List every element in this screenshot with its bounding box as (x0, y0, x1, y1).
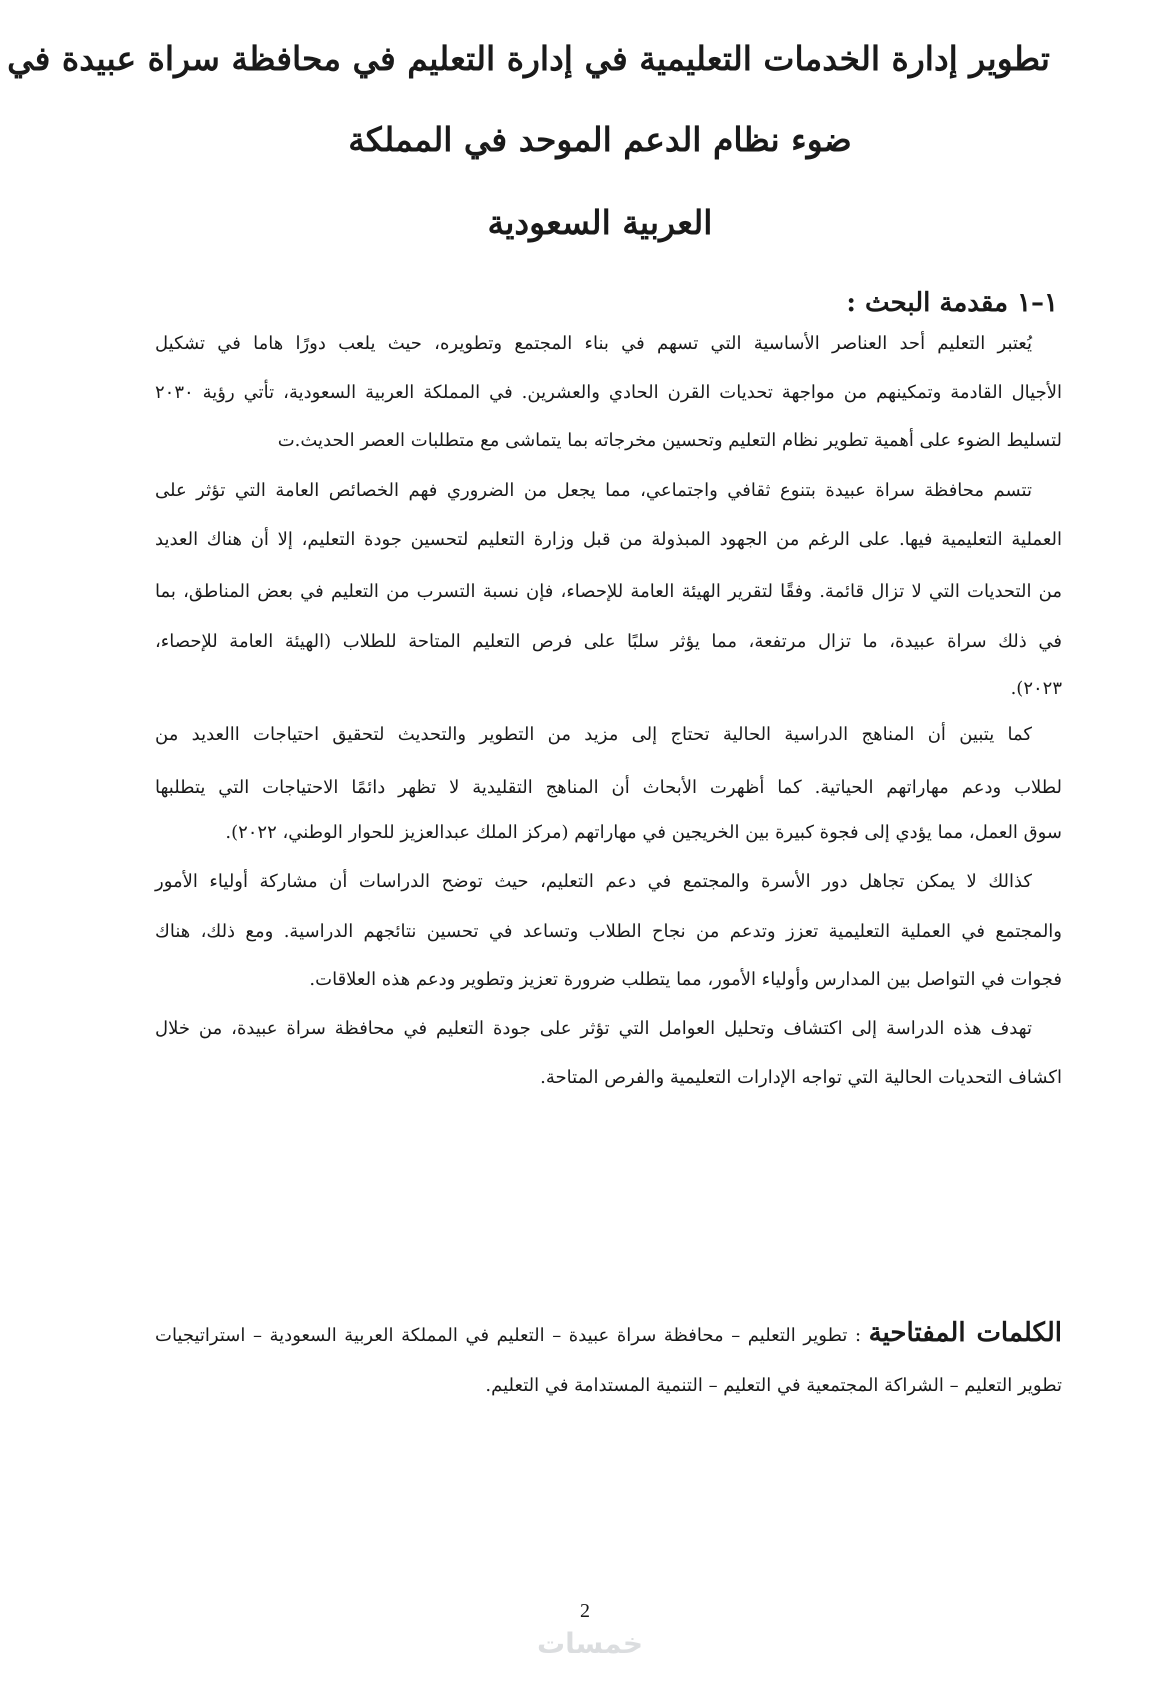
paragraph-2-line-2: العملية التعليمية فيها. على الرغم من الجهود المبذولة من قبل وزارة التعليم لتحسين جودة التعليم، إلا أن هناك العديد (155, 529, 1062, 550)
keywords-label: الكلمات المفتاحية (868, 1318, 1062, 1348)
section-heading: ١–١ مقدمة البحث : (846, 288, 1058, 318)
keywords-text-1: تطوير التعليم – محافظة سراة عبيدة – التعليم في المملكة العربية السعودية – استراتيجيات (155, 1325, 848, 1346)
paragraph-4-line-2: والمجتمع في العملية التعليمية تعزز وتدعم من نجاح الطلاب وتساعد في تحسين نتائجهم الدراسية. ومع ذلك، هناك (155, 921, 1062, 942)
paragraph-1-line-2: الأجيال القادمة وتمكينهم من مواجهة تحديات القرن الحادي والعشرين. في المملكة العربية السعودية، تأتي رؤية ٢٠٣٠ (155, 382, 1062, 403)
title-line-2: ضوء نظام الدعم الموحد في المملكة (348, 120, 852, 159)
title-line-3: العربية السعودية (487, 203, 713, 242)
paragraph-3-line-3: سوق العمل، مما يؤدي إلى فجوة كبيرة بين الخريجين في مهاراتهم (مركز الملك عبدالعزيز للحوار الوطني، ٢٠٢٢). (225, 822, 1062, 843)
title-line-1: تطوير إدارة الخدمات التعليمية في إدارة التعليم في محافظة سراة عبيدة في (7, 39, 1050, 78)
paragraph-5-line-1: تهدف هذه الدراسة إلى اكتشاف وتحليل العوامل التي تؤثر على جودة التعليم في محافظة سراة عبيدة، من خلال (155, 1018, 1032, 1039)
keywords-line-2: تطوير التعليم – الشراكة المجتمعية في التعليم – التنمية المستدامة في التعليم. (485, 1375, 1062, 1396)
paragraph-3-line-1: كما يتبين أن المناهج الدراسية الحالية تحتاج إلى مزيد من التطوير والتحديث لتحقيق احتياجات االعديد من (155, 724, 1032, 745)
paragraph-1-line-1: يُعتبر التعليم أحد العناصر الأساسية التي تسهم في بناء المجتمع وتطويره، حيث يلعب دورًا هاما في تشكيل (155, 333, 1032, 354)
paragraph-5-line-2: اكشاف التحديات الحالية التي تواجه الإدارات التعليمية والفرص المتاحة. (540, 1067, 1062, 1088)
paragraph-2-line-3: من التحديات التي لا تزال قائمة. وفقًا لتقرير الهيئة العامة للإحصاء، فإن نسبة التسرب من التعليم في بعض المناطق، بما (155, 581, 1062, 602)
watermark-text: خمسات (536, 1627, 644, 1660)
paragraph-1-line-3: لتسليط الضوء على أهمية تطوير نظام التعليم وتحسين مخرجاته بما يتماشى مع متطلبات العصر الحديث.ت (277, 430, 1062, 451)
keywords-line-1 (155, 1320, 1062, 1346)
khamsat-logo-icon (520, 1623, 660, 1663)
paragraph-2-line-5: ٢٠٢٣). (1010, 678, 1062, 699)
paragraph-3-line-2: لطلاب ودعم مهاراتهم الحياتية. كما أظهرت الأبحاث أن المناهج التقليدية لا تظهر دائمًا الاحتياجات التي يتطلبها (155, 777, 1062, 798)
paragraph-4-line-3: فجوات في التواصل بين المدارس وأولياء الأمور، مما يتطلب ضرورة تعزيز وتطوير ودعم هذه العلاقات. (309, 969, 1062, 990)
keywords-separator: : (847, 1325, 869, 1346)
paragraph-2-line-1: تتسم محافظة سراة عبيدة بتنوع ثقافي واجتماعي، مما يجعل من الضروري فهم الخصائص العامة التي تؤثر على (155, 480, 1032, 501)
page-number: 2 (580, 1600, 590, 1622)
paragraph-2-line-4: في ذلك سراة عبيدة، ما تزال مرتفعة، مما يؤثر سلبًا على فرص التعليم المتاحة للطلاب (الهيئة العامة للإحصاء، (155, 631, 1062, 652)
paragraph-4-line-1: كذالك لا يمكن تجاهل دور الأسرة والمجتمع في دعم التعليم، حيث توضح الدراسات أن مشاركة أولياء الأمور (155, 871, 1032, 892)
